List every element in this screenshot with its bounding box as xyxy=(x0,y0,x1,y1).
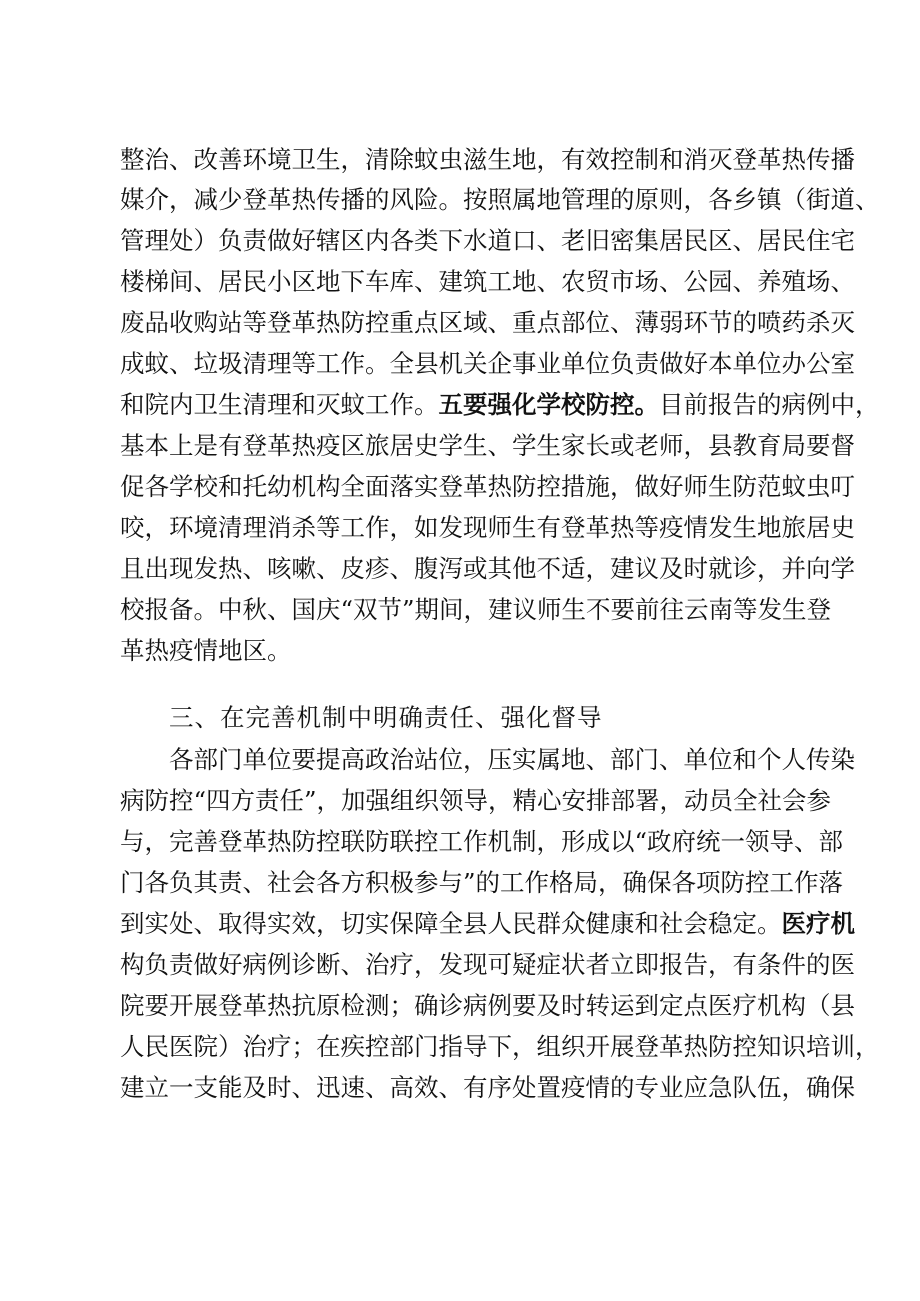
text-run: 且出现发热、咳嗽、皮疹、腹泻或其他不适，建议及时就诊，并向学 xyxy=(120,554,855,583)
body-line-18 xyxy=(120,863,844,903)
section-heading xyxy=(169,698,820,738)
body-line-3 xyxy=(120,221,855,261)
text-run: 废品收购站等登革热防控重点区域、重点部位、薄弱环节的喷药杀灭 xyxy=(120,308,855,337)
body-line-16 xyxy=(120,781,832,821)
text-run: 管理处）负责做好辖区内各类下水道口、老旧密集居民区、居民住宅 xyxy=(120,226,855,255)
bold-run-school-prevention: 五要强化学校防控。 xyxy=(438,390,659,419)
text-run: 各部门单位要提高政治站位，压实属地、部门、单位和个人传染 xyxy=(169,745,855,774)
text-run: 楼梯间、居民小区地下车库、建筑工地、农贸市场、公园、养殖场、 xyxy=(120,267,855,296)
text-run: 建立一支能及时、迅速、高效、有序处置疫情的专业应急队伍，确保 xyxy=(120,1073,855,1102)
body-line-4 xyxy=(120,262,855,302)
text-run: 人民医院）治疗；在疾控部门指导下，组织开展登革热防控知识培训， xyxy=(120,1032,880,1061)
text-run: 促各学校和托幼机构全面落实登革热防控措施，做好师生防范蚊虫叮 xyxy=(120,472,855,501)
body-line-2 xyxy=(120,180,880,220)
bold-run-medical-institutions: 医疗机 xyxy=(781,909,855,938)
body-line-11 xyxy=(120,549,855,589)
text-run: 目前报告的病例中， xyxy=(659,390,880,419)
text-run: 革热疫情地区。 xyxy=(120,636,292,665)
body-line-15 xyxy=(169,740,855,780)
text-run: 到实处、取得实效，切实保障全县人民群众健康和社会稳定。 xyxy=(120,909,782,938)
text-run: 和院内卫生清理和灭蚊工作。 xyxy=(120,390,439,419)
text-run: 基本上是有登革热疫区旅居史学生、学生家长或老师，县教育局要督 xyxy=(120,431,855,460)
body-line-12 xyxy=(120,590,832,630)
body-line-6 xyxy=(120,344,855,384)
body-line-20 xyxy=(120,945,855,985)
text-run: 构负责做好病例诊断、治疗，发现可疑症状者立即报告，有条件的医 xyxy=(120,950,855,979)
body-line-19 xyxy=(120,904,855,944)
body-line-8 xyxy=(120,426,855,466)
body-line-7 xyxy=(120,385,880,425)
text-run: 与，完善登革热防控联防联控工作机制，形成以“政府统一领导、部 xyxy=(120,827,844,856)
body-line-22 xyxy=(120,1027,880,1067)
body-line-10 xyxy=(120,508,855,548)
body-line-1 xyxy=(120,140,855,180)
text-run: 门各负其责、社会各方积极参与”的工作格局，确保各项防控工作落 xyxy=(120,868,844,897)
body-line-21 xyxy=(120,986,855,1026)
text-run: 媒介，减少登革热传播的风险。按照属地管理的原则，各乡镇（街道、 xyxy=(120,185,880,214)
text-run: 病防控“四方责任”，加强组织领导，精心安排部署，动员全社会参 xyxy=(120,786,832,815)
body-line-13 xyxy=(120,631,820,671)
body-line-23 xyxy=(120,1068,855,1108)
body-line-5 xyxy=(120,303,855,343)
text-run: 整治、改善环境卫生，清除蚊虫滋生地，有效控制和消灭登革热传播 xyxy=(120,145,855,174)
text-run: 成蚊、垃圾清理等工作。全县机关企事业单位负责做好本单位办公室 xyxy=(120,349,855,378)
text-run: 校报备。中秋、国庆“双节”期间，建议师生不要前往云南等发生登 xyxy=(120,595,832,624)
heading-text: 三、在完善机制中明确责任、强化督导 xyxy=(169,703,603,732)
text-run: 咬，环境清理消杀等工作，如发现师生有登革热等疫情发生地旅居史 xyxy=(120,513,855,542)
text-run: 院要开展登革热抗原检测；确诊病例要及时转运到定点医疗机构（县 xyxy=(120,991,855,1020)
body-line-9 xyxy=(120,467,855,507)
body-line-17 xyxy=(120,822,844,862)
